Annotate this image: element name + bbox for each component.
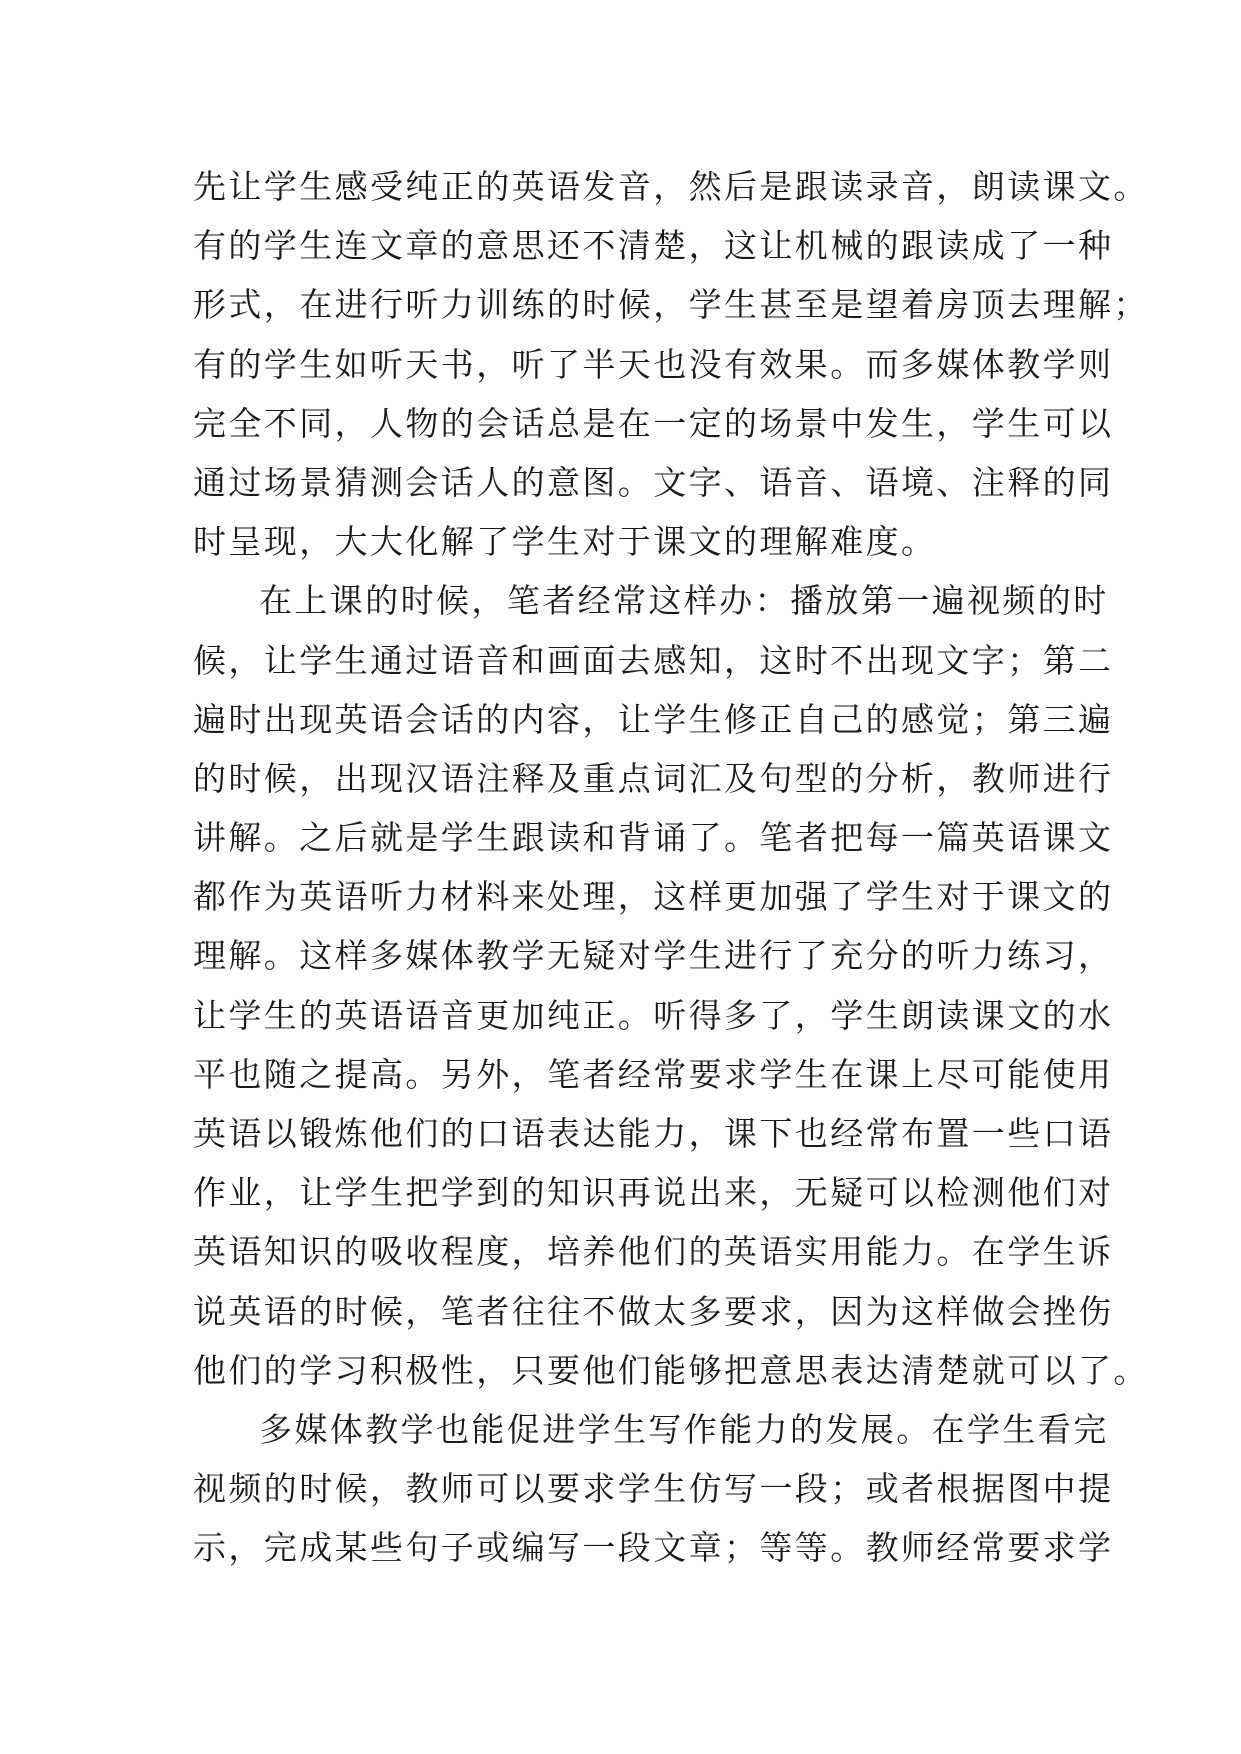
text-line: 形式，在进行听力训练的时候，学生甚至是望着房顶去理解； xyxy=(193,285,1149,325)
paragraph-3 xyxy=(193,1400,1114,1578)
text-line: 时呈现，大大化解了学生对于课文的理解难度。 xyxy=(193,522,937,562)
text-line: 说英语的时候，笔者往往不做太多要求，因为这样做会挫伤 xyxy=(193,1291,1114,1331)
text-line: 作业，让学生把学到的知识再说出来，无疑可以检测他们对 xyxy=(193,1173,1114,1213)
text-line: 视频的时候，教师可以要求学生仿写一段；或者根据图中提 xyxy=(193,1469,1114,1509)
text-line: 英语知识的吸收程度，培养他们的英语实用能力。在学生诉 xyxy=(193,1232,1114,1272)
text-line: 平也随之提高。另外，笔者经常要求学生在课上尽可能使用 xyxy=(193,1054,1114,1094)
text-line: 讲解。之后就是学生跟读和背诵了。笔者把每一篇英语课文 xyxy=(193,818,1114,858)
text-line: 他们的学习积极性，只要他们能够把意思表达清楚就可以了。 xyxy=(193,1350,1149,1390)
paragraph-1 xyxy=(193,157,1149,571)
text-line: 有的学生连文章的意思还不清楚，这让机械的跟读成了一种 xyxy=(193,226,1114,266)
text-line: 先让学生感受纯正的英语发音，然后是跟读录音，朗读课文。 xyxy=(193,167,1149,206)
text-line-indented: 多媒体教学也能促进学生写作能力的发展。在学生看完 xyxy=(259,1409,1109,1449)
paragraph-2 xyxy=(193,571,1149,1400)
text-line: 示，完成某些句子或编写一段文章；等等。教师经常要求学 xyxy=(193,1528,1114,1568)
text-line: 有的学生如听天书，听了半天也没有效果。而多媒体教学则 xyxy=(193,344,1114,384)
text-line-indented: 在上课的时候，笔者经常这样办：播放第一遍视频的时 xyxy=(259,581,1109,621)
body-text xyxy=(193,157,1149,1578)
text-line: 通过场景猜测会话人的意图。文字、语音、语境、注释的同 xyxy=(193,462,1114,502)
text-line: 遍时出现英语会话的内容，让学生修正自己的感觉；第三遍 xyxy=(193,699,1114,739)
text-line: 完全不同，人物的会话总是在一定的场景中发生，学生可以 xyxy=(193,403,1114,443)
text-line: 的时候，出现汉语注释及重点词汇及句型的分析，教师进行 xyxy=(193,758,1114,798)
text-line: 候，让学生通过语音和画面去感知，这时不出现文字；第二 xyxy=(193,640,1114,680)
text-line: 英语以锻炼他们的口语表达能力，课下也经常布置一些口语 xyxy=(193,1114,1114,1153)
text-line: 让学生的英语语音更加纯正。听得多了，学生朗读课文的水 xyxy=(193,995,1114,1035)
text-line: 理解。这样多媒体教学无疑对学生进行了充分的听力练习， xyxy=(193,936,1114,976)
text-line: 都作为英语听力材料来处理，这样更加强了学生对于课文的 xyxy=(193,877,1114,917)
